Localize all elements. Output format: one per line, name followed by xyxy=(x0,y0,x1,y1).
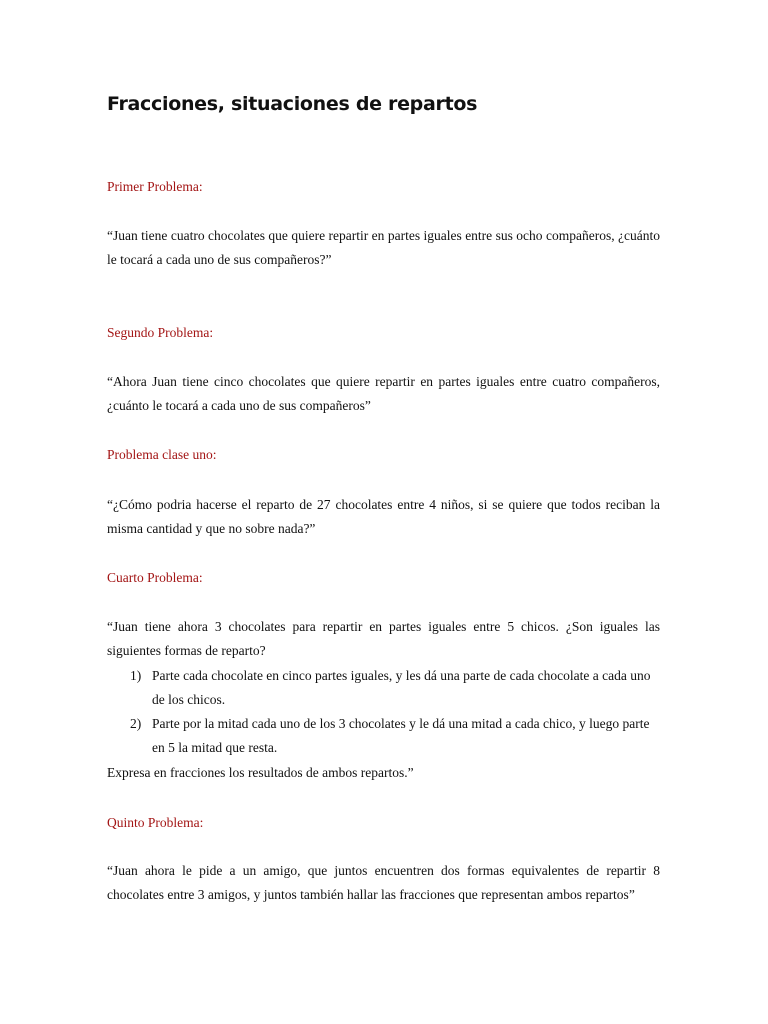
problem-text-4: “Juan tiene ahora 3 chocolates para repartir en partes iguales entre 5 chicos. ¿Son iguales las siguientes formas de reparto? xyxy=(107,619,660,658)
list-item-text: Parte por la mitad cada uno de los 3 chocolates y le dá una mitad a cada chico, y luego parte en 5 la mitad que resta. xyxy=(152,716,650,755)
problem-text-2: “Ahora Juan tiene cinco chocolates que quiere repartir en partes iguales entre cuatro compañeros, ¿cuánto le tocará a cada uno de sus compañeros” xyxy=(107,374,660,413)
problem-closing-4: Expresa en fracciones los resultados de ambos repartos.” xyxy=(107,765,414,780)
problem-heading-4: Cuarto Problema: xyxy=(107,570,203,585)
list-item-number: 1) xyxy=(130,668,142,683)
document-title: Fracciones, situaciones de repartos xyxy=(107,93,478,115)
problem-text-3: “¿Cómo podria hacerse el reparto de 27 chocolates entre 4 niños, si se quiere que todos reciban la misma cantidad y que no sobre nada?” xyxy=(107,497,660,536)
list-item-1 xyxy=(130,664,660,712)
list-item-text: Parte cada chocolate en cinco partes iguales, y les dá una parte de cada chocolate a cada uno de los chicos. xyxy=(152,668,651,707)
problem-heading-2: Segundo Problema: xyxy=(107,325,214,340)
problem-heading-1: Primer Problema: xyxy=(107,179,203,194)
list-item-number: 2) xyxy=(130,716,142,731)
problem-text-5: “Juan ahora le pide a un amigo, que juntos encuentren dos formas equivalentes de repartir 8 chocolates entre 3 amigos, y juntos también hallar las fracciones que representan ambos repartos” xyxy=(107,863,660,902)
list-item-2 xyxy=(130,712,660,760)
problem-heading-3: Problema clase uno: xyxy=(107,447,217,462)
problem-text-1: “Juan tiene cuatro chocolates que quiere repartir en partes iguales entre sus ocho compañeros, ¿cuánto le tocará a cada uno de sus compañeros?” xyxy=(107,228,660,267)
problem-heading-5: Quinto Problema: xyxy=(107,815,204,830)
